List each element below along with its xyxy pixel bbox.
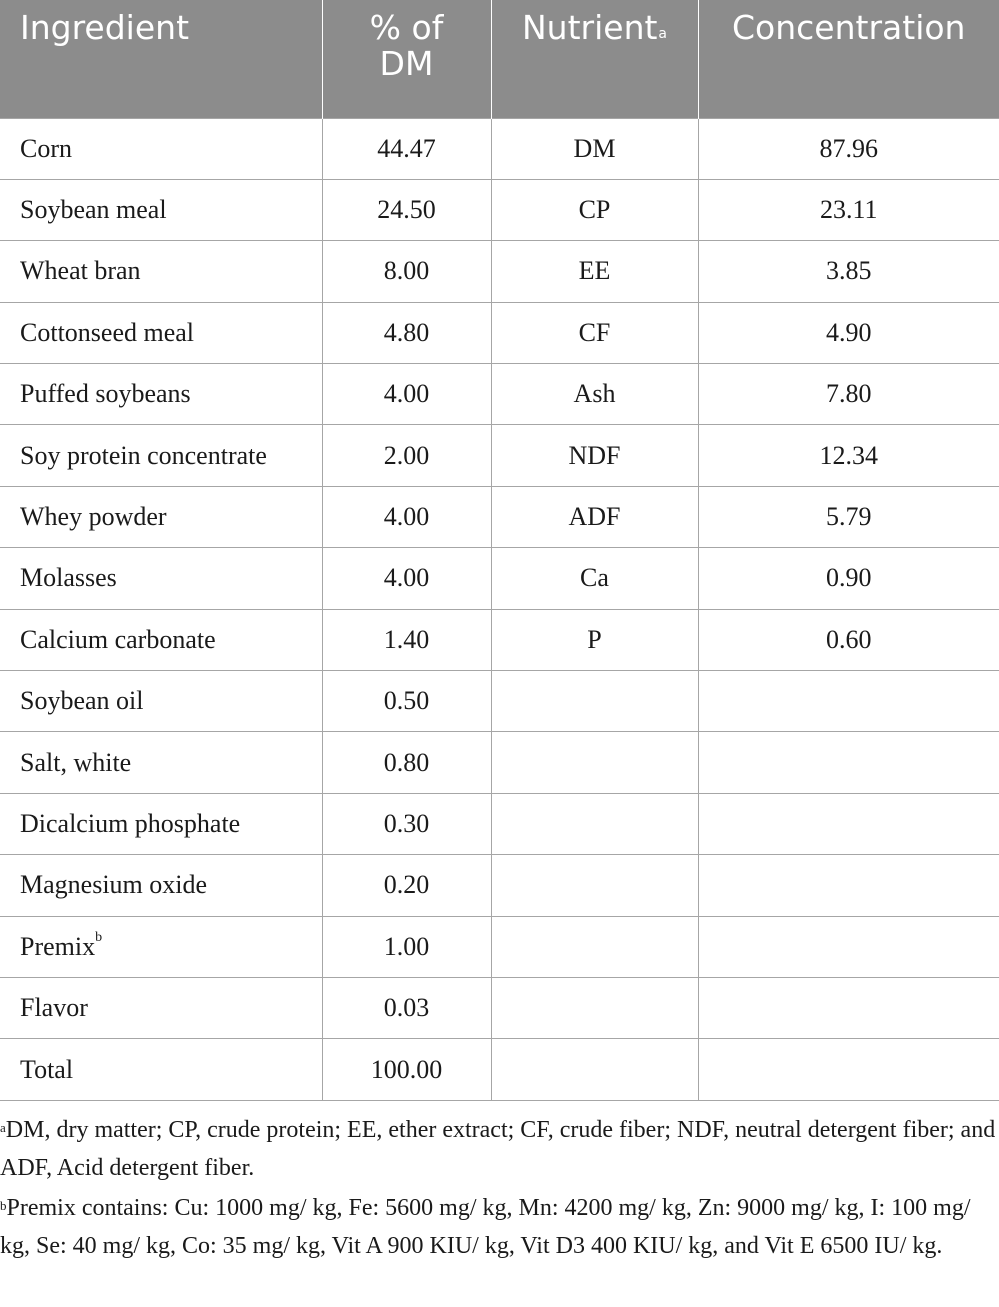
cell-percent-dm: 0.50 <box>322 671 491 732</box>
ingredient-name: Puffed soybeans <box>20 379 191 409</box>
header-row <box>0 0 999 118</box>
cell-percent-dm: 0.80 <box>322 732 491 793</box>
cell-ingredient <box>0 548 322 609</box>
header-nutrient-footnote-marker: a <box>658 26 668 42</box>
ingredient-name: Salt, white <box>20 747 132 777</box>
cell-percent-dm: 4.00 <box>322 486 491 547</box>
cell-concentration: 0.90 <box>698 548 999 609</box>
cell-percent-dm: 8.00 <box>322 241 491 302</box>
table-footnotes <box>0 1111 999 1267</box>
table-row <box>0 486 999 547</box>
header-percent-dm <box>322 0 491 118</box>
table-row <box>0 793 999 854</box>
cell-concentration <box>698 916 999 977</box>
ingredient-name: Dicalcium phosphate <box>20 808 241 838</box>
cell-nutrient <box>491 671 698 732</box>
cell-percent-dm: 1.00 <box>322 916 491 977</box>
header-ingredient <box>0 0 322 118</box>
footnote-marker: a <box>0 1120 6 1135</box>
cell-percent-dm: 100.00 <box>322 1039 491 1100</box>
cell-concentration: 7.80 <box>698 364 999 425</box>
cell-ingredient <box>0 732 322 793</box>
ingredient-name: Soybean meal <box>20 195 167 225</box>
cell-nutrient: EE <box>491 241 698 302</box>
cell-concentration: 3.85 <box>698 241 999 302</box>
cell-percent-dm: 44.47 <box>322 118 491 179</box>
cell-ingredient <box>0 609 322 670</box>
ingredient-name: Premix <box>20 931 96 961</box>
cell-nutrient <box>491 916 698 977</box>
cell-percent-dm: 4.00 <box>322 548 491 609</box>
table-row <box>0 118 999 179</box>
table-row <box>0 548 999 609</box>
ingredient-name: Whey powder <box>20 502 167 532</box>
table-row <box>0 425 999 486</box>
cell-concentration: 5.79 <box>698 486 999 547</box>
table-row <box>0 302 999 363</box>
cell-concentration <box>698 793 999 854</box>
cell-nutrient <box>491 793 698 854</box>
cell-nutrient: CF <box>491 302 698 363</box>
table-row <box>0 977 999 1038</box>
header-ingredient-label: Ingredient <box>20 8 190 47</box>
cell-ingredient <box>0 916 322 977</box>
ingredient-name: Magnesium oxide <box>20 870 208 900</box>
table-row <box>0 364 999 425</box>
ingredient-name: Soy protein concentrate <box>20 440 267 470</box>
cell-ingredient <box>0 425 322 486</box>
cell-nutrient <box>491 1039 698 1100</box>
cell-percent-dm: 0.20 <box>322 855 491 916</box>
cell-percent-dm: 4.80 <box>322 302 491 363</box>
cell-percent-dm: 1.40 <box>322 609 491 670</box>
cell-concentration <box>698 732 999 793</box>
cell-ingredient <box>0 118 322 179</box>
cell-ingredient <box>0 977 322 1038</box>
cell-nutrient: CP <box>491 179 698 240</box>
header-concentration <box>698 0 999 118</box>
table-row <box>0 916 999 977</box>
cell-percent-dm: 0.30 <box>322 793 491 854</box>
table-row <box>0 1039 999 1100</box>
table-row <box>0 179 999 240</box>
cell-concentration: 87.96 <box>698 118 999 179</box>
cell-ingredient <box>0 793 322 854</box>
header-concentration-label: Concentration <box>732 8 966 47</box>
ingredient-name: Wheat bran <box>20 256 141 286</box>
table-row <box>0 732 999 793</box>
cell-concentration: 0.60 <box>698 609 999 670</box>
cell-nutrient: Ca <box>491 548 698 609</box>
footnote <box>0 1111 999 1187</box>
cell-percent-dm: 0.03 <box>322 977 491 1038</box>
ingredient-name: Cottonseed meal <box>20 317 195 347</box>
ingredient-name: Flavor <box>20 993 88 1023</box>
cell-nutrient <box>491 855 698 916</box>
cell-concentration: 4.90 <box>698 302 999 363</box>
cell-nutrient: ADF <box>491 486 698 547</box>
cell-concentration: 12.34 <box>698 425 999 486</box>
cell-nutrient <box>491 977 698 1038</box>
cell-concentration <box>698 1039 999 1100</box>
cell-concentration: 23.11 <box>698 179 999 240</box>
cell-concentration <box>698 855 999 916</box>
ingredient-name: Soybean oil <box>20 686 144 716</box>
table-row <box>0 241 999 302</box>
cell-ingredient <box>0 671 322 732</box>
cell-ingredient <box>0 302 322 363</box>
cell-ingredient <box>0 855 322 916</box>
cell-nutrient: NDF <box>491 425 698 486</box>
table-row <box>0 855 999 916</box>
cell-ingredient <box>0 241 322 302</box>
header-nutrient-label: Nutrient <box>521 8 658 47</box>
ingredient-name: Total <box>20 1054 74 1084</box>
table-body <box>0 118 999 1100</box>
header-percent-line2: DM <box>379 44 434 83</box>
header-percent-line1: % of <box>369 8 444 47</box>
table-row <box>0 671 999 732</box>
ingredient-name: Corn <box>20 133 72 163</box>
footnote-marker: b <box>0 1198 7 1213</box>
header-nutrient <box>491 0 698 118</box>
table-header <box>0 0 999 118</box>
cell-concentration <box>698 671 999 732</box>
cell-ingredient <box>0 364 322 425</box>
cell-percent-dm: 4.00 <box>322 364 491 425</box>
cell-percent-dm: 2.00 <box>322 425 491 486</box>
cell-nutrient: P <box>491 609 698 670</box>
footnote <box>0 1189 999 1265</box>
footnote-text: DM, dry matter; CP, crude protein; EE, ether extract; CF, crude fiber; NDF, neutral detergent fiber; and ADF, Acid detergent fiber. <box>0 1117 996 1181</box>
table-row <box>0 609 999 670</box>
cell-nutrient: DM <box>491 118 698 179</box>
cell-ingredient <box>0 486 322 547</box>
ingredient-name: Molasses <box>20 563 117 593</box>
cell-ingredient <box>0 179 322 240</box>
cell-nutrient <box>491 732 698 793</box>
cell-nutrient: Ash <box>491 364 698 425</box>
cell-percent-dm: 24.50 <box>322 179 491 240</box>
cell-ingredient <box>0 1039 322 1100</box>
footnote-text: Premix contains: Cu: 1000 mg/ kg, Fe: 5600 mg/ kg, Mn: 4200 mg/ kg, Zn: 9000 mg/ kg, I: 100 mg/ kg, Se: 40 mg/ kg, Co: 35 mg/ kg, Vit A 900 KIU/ kg, Vit D3 400 KIU/ kg, and Vit E 6500 IU/ kg. <box>0 1195 971 1259</box>
ingredient-footnote-marker: b <box>95 929 103 945</box>
cell-concentration <box>698 977 999 1038</box>
ingredient-name: Calcium carbonate <box>20 624 216 654</box>
